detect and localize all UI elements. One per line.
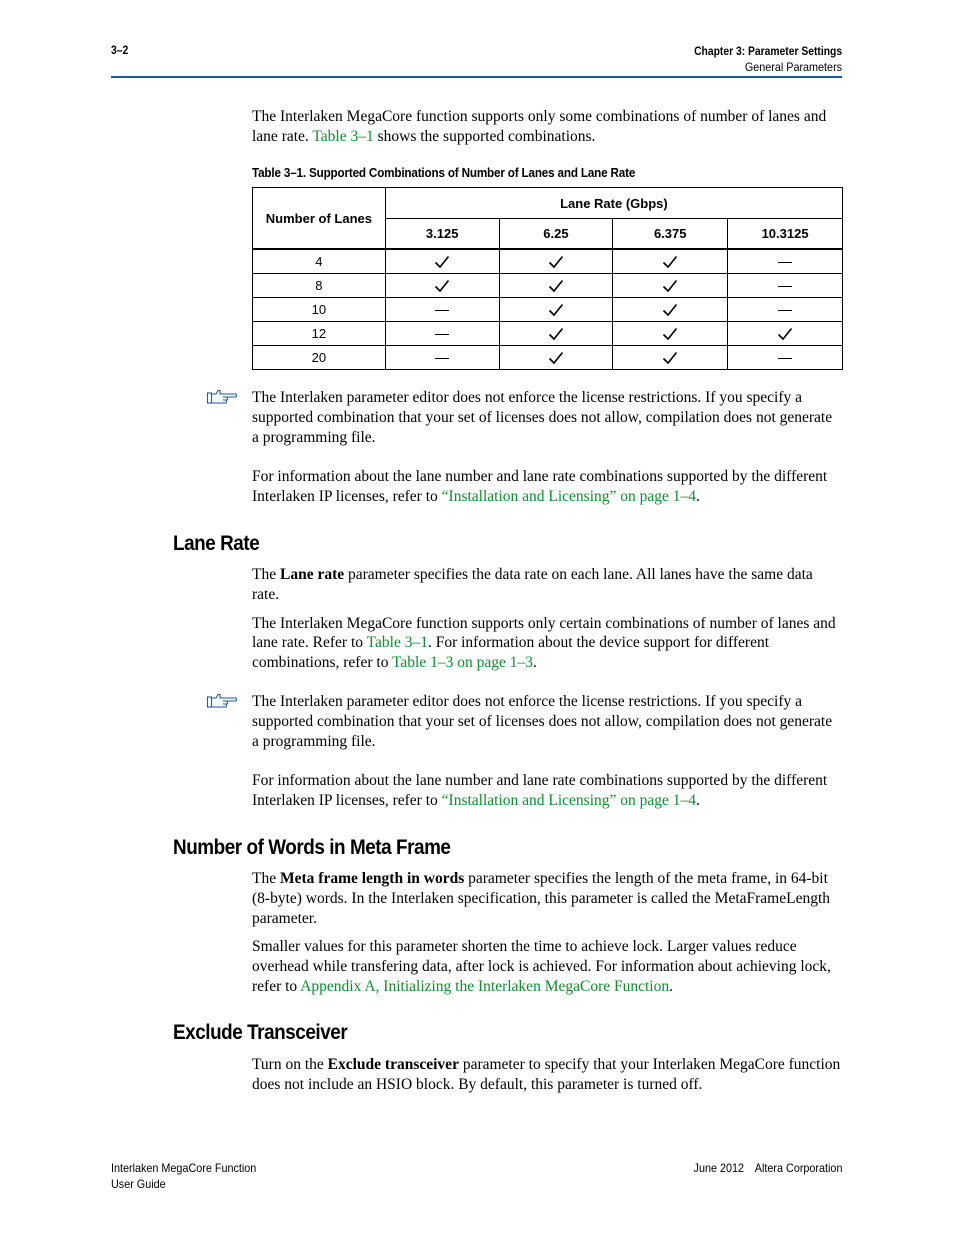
heading-meta-frame: Number of Words in Meta Frame [173,836,451,859]
dash-icon [778,286,792,287]
support-cell [385,298,499,322]
check-icon [548,254,564,269]
footer-doc-title: Interlaken MegaCore Function [111,1161,257,1175]
table-1-3-link[interactable]: Table 1–3 on page 1–3 [392,654,534,672]
support-cell [385,322,499,346]
meta-frame-section: The Meta frame length in words parameter specifies the length of the meta frame, in 64-bit (8-byte) words. In the Interlaken specification, this parameter is called the MetaFrameLength parameter. Smaller values for this parameter shorten the time to achieve lock. Larger values reduce overhead while transfering data, after lock is achieved. For information about achieving lock, refer to Appendix A, Initializing the Interlaken MegaCore Function. [252,870,831,995]
check-icon [548,326,564,341]
dash-icon [778,358,792,359]
check-icon [548,278,564,293]
installation-licensing-link[interactable]: “Installation and Licensing” on page 1–4 [441,487,697,505]
header-rule [111,76,842,78]
heading-lane-rate: Lane Rate [173,532,260,555]
dash-icon [435,334,449,335]
support-cell [385,346,499,370]
support-cell [728,249,843,274]
check-icon [434,278,450,293]
support-cell [728,274,843,298]
footer-right [693,1160,842,1176]
appendix-a-link[interactable]: Appendix A, Initializing the Interlaken MegaCore Function [300,977,670,995]
lanes-cell: 8 [253,274,386,298]
check-icon [662,350,678,365]
pointing-hand-icon [206,693,238,709]
table-3-1-link[interactable]: Table 3–1 [366,634,428,652]
dash-icon [778,262,792,263]
header-rate-2: 6.375 [613,219,728,250]
installation-licensing-link[interactable]: “Installation and Licensing” on page 1–4 [441,791,697,809]
exclude-transceiver-section: Turn on the Exclude transceiver parameter to specify that your Interlaken MegaCore function does not include an HSIO block. By default, this parameter is turned off. [252,1056,841,1093]
header-rate-1: 6.25 [499,219,613,250]
support-cell [385,274,499,298]
lanes-cell: 10 [253,298,386,322]
check-icon [777,326,793,341]
support-cell [385,249,499,274]
dash-icon [435,310,449,311]
support-cell [728,322,843,346]
footer-left [111,1160,256,1192]
support-cell [499,346,613,370]
note-license-2: The Interlaken parameter editor does not enforce the license restrictions. If you specify a supported combination that your set of licenses does not allow, compilation does not generate a programming file. For information about the lane number and lane rate combinations supported by the different Interlaken IP licenses, refer to “Installation and Licensing” on page 1–4. [252,693,833,809]
support-cell [499,298,613,322]
page-number: 3–2 [111,43,129,57]
lanes-cell: 12 [253,322,386,346]
check-icon [662,254,678,269]
footer-company: Altera Corporation [754,1161,842,1175]
lane-rate-section: The Lane rate parameter specifies the data rate on each lane. All lanes have the same data rate. The Interlaken MegaCore function supports only certain combinations of number of lanes and lane rate. Refer to Table 3–1. For information about the device support for different combinations, refer to Table 1–3 on page 1–3. [252,566,836,672]
intro-paragraph: The Interlaken MegaCore function supports only some combinations of number of lanes and lane rate. Table 3–1 shows the supported combinations. [252,108,827,145]
header-rate-0: 3.125 [385,219,499,250]
footer-date: June 2012 [693,1161,744,1175]
table-row [253,274,843,298]
check-icon [548,302,564,317]
section-title: General Parameters [744,60,842,74]
heading-exclude-transceiver: Exclude Transceiver [173,1021,348,1044]
support-cell [499,249,613,274]
dash-icon [778,310,792,311]
check-icon [662,326,678,341]
dash-icon [435,358,449,359]
table-row [253,346,843,370]
support-cell [728,346,843,370]
support-cell [499,274,613,298]
chapter-title: Chapter 3: Parameter Settings [694,44,842,58]
header-rate-3: 10.3125 [728,219,843,250]
table-3-1-link[interactable]: Table 3–1 [312,127,374,145]
support-cell [613,322,728,346]
lanes-cell: 4 [253,249,386,274]
header-lane-rate: Lane Rate (Gbps) [385,188,842,219]
check-icon [434,254,450,269]
check-icon [662,302,678,317]
check-icon [548,350,564,365]
running-header [670,43,842,75]
table-caption: Table 3–1. Supported Combinations of Number of Lanes and Lane Rate [252,165,636,180]
support-cell [613,298,728,322]
pointing-hand-icon [206,389,238,405]
header-number-of-lanes: Number of Lanes [253,188,386,250]
support-cell [613,346,728,370]
lanes-cell: 20 [253,346,386,370]
support-cell [613,274,728,298]
footer-doc-subtitle: User Guide [111,1177,166,1191]
support-cell [499,322,613,346]
table-row [253,249,843,274]
table-row [253,298,843,322]
support-cell [728,298,843,322]
note-license-1: The Interlaken parameter editor does not enforce the license restrictions. If you specify a supported combination that your set of licenses does not allow, compilation does not generate a programming file. For information about the lane number and lane rate combinations supported by the different Interlaken IP licenses, refer to “Installation and Licensing” on page 1–4. [252,389,833,505]
support-cell [613,249,728,274]
check-icon [662,278,678,293]
table-row [253,322,843,346]
lane-combination-table [252,187,843,370]
